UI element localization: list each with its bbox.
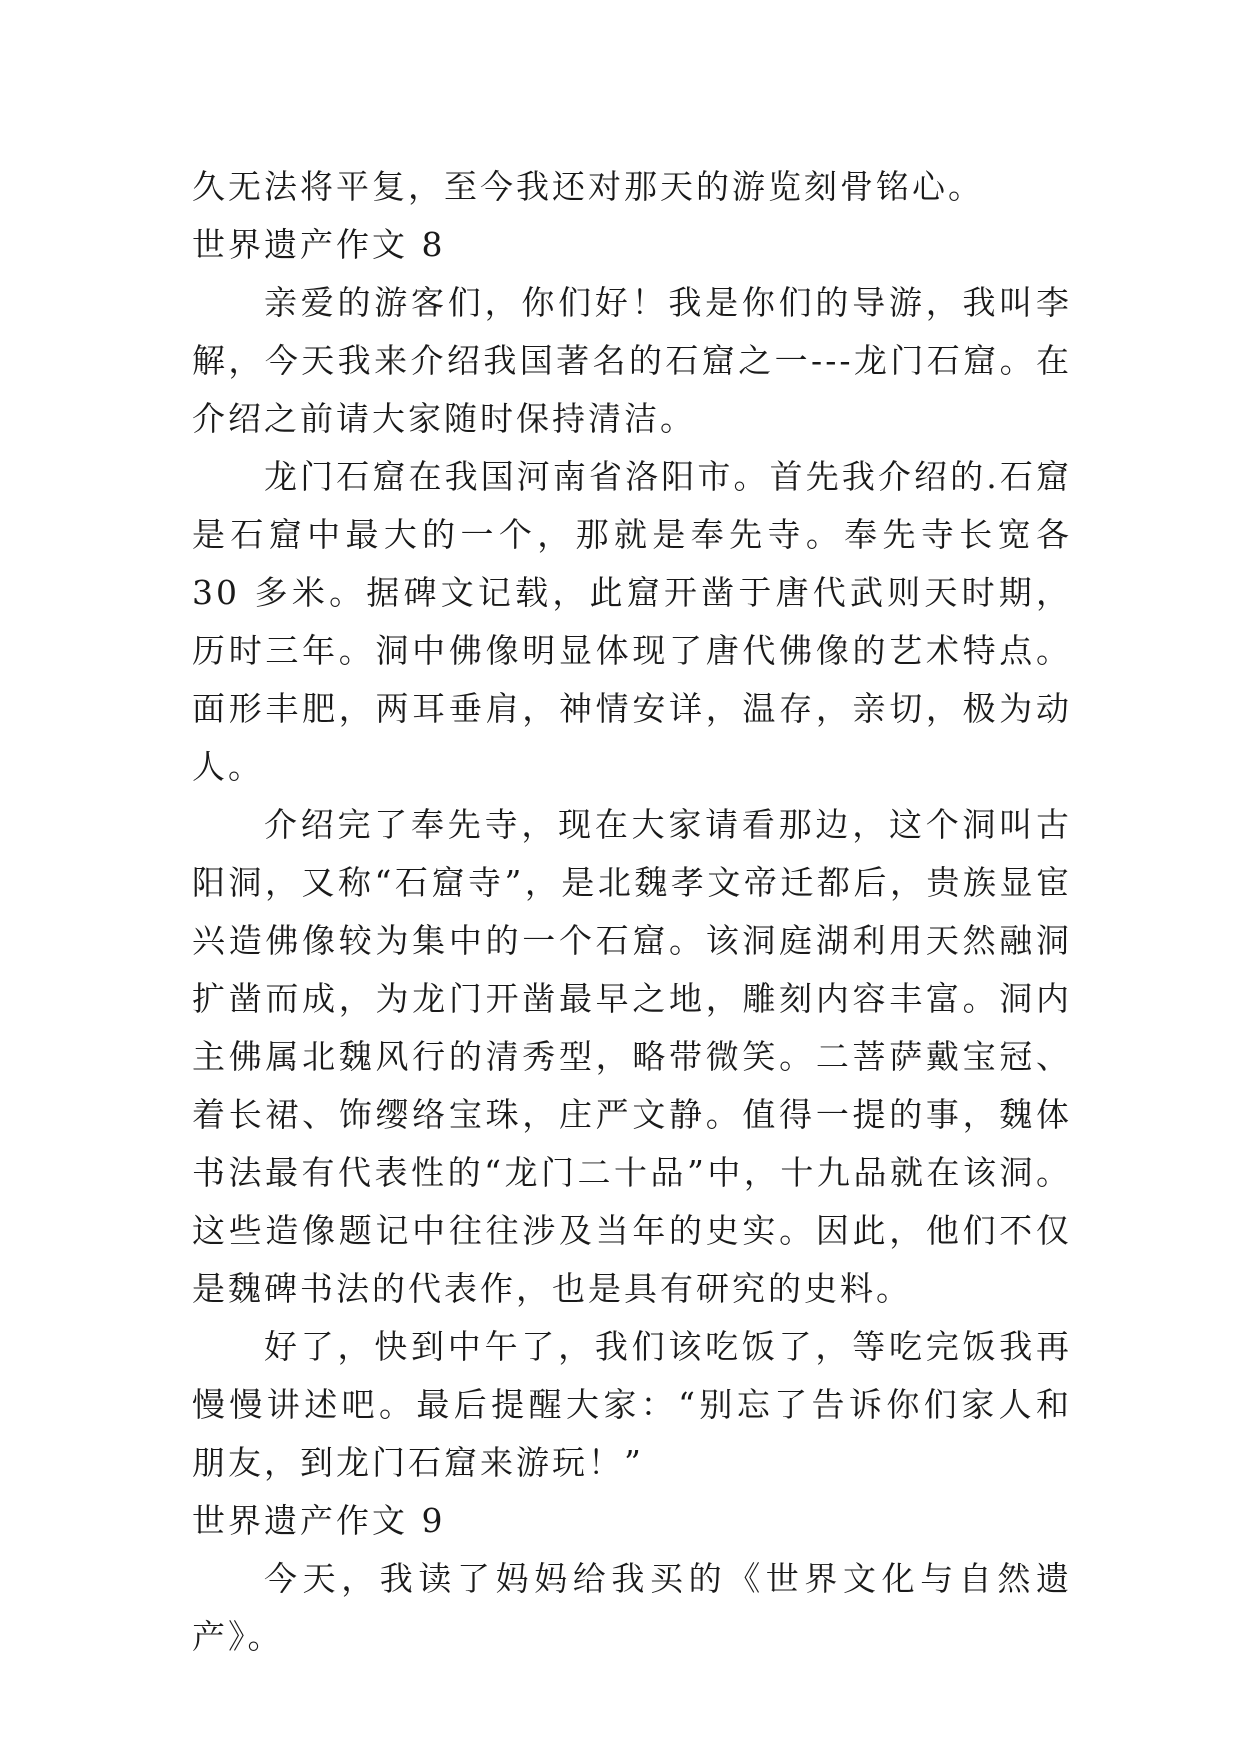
paragraph: 好了，快到中午了，我们该吃饭了，等吃完饭我再慢慢讲述吧。最后提醒大家：“别忘了告诉你们家人和朋友，到龙门石窟来游玩！” (192, 1327, 1072, 1482)
paragraph: 亲爱的游客们，你们好！我是你们的导游，我叫李解，今天我来介绍我国著名的石窟之一---龙门石窟。在介绍之前请大家随时保持清洁。 (192, 283, 1072, 438)
continuation-paragraph: 久无法将平复，至今我还对那天的游览刻骨铭心。 (192, 167, 984, 206)
section-heading-9: 世界遗产作文 9 (192, 1501, 446, 1540)
paragraph: 今天，我读了妈妈给我买的《世界文化与自然遗产》。 (192, 1559, 1072, 1656)
paragraph: 龙门石窟在我国河南省洛阳市。首先我介绍的.石窟是石窟中最大的一个，那就是奉先寺。奉先寺长宽各 30 多米。据碑文记载，此窟开凿于唐代武则天时期，历时三年。洞中佛像明显体现了唐代佛像的艺术特点。面形丰肥，两耳垂肩，神情安详，温存，亲切，极为动人。 (192, 457, 1072, 786)
paragraph: 介绍完了奉先寺，现在大家请看那边，这个洞叫古阳洞，又称“石窟寺”，是北魏孝文帝迁都后，贵族显宦兴造佛像较为集中的一个石窟。该洞庭湖利用天然融洞扩凿而成，为龙门开凿最早之地，雕刻内容丰富。洞内主佛属北魏风行的清秀型，略带微笑。二菩萨戴宝冠、着长裙、饰缨络宝珠，庄严文静。值得一提的事，魏体书法最有代表性的“龙门二十品”中，十九品就在该洞。这些造像题记中往往涉及当年的史实。因此，他们不仅是魏碑书法的代表作，也是具有研究的史料。 (192, 805, 1072, 1308)
section-heading-8: 世界遗产作文 8 (192, 225, 446, 264)
document-body (192, 158, 1072, 1666)
